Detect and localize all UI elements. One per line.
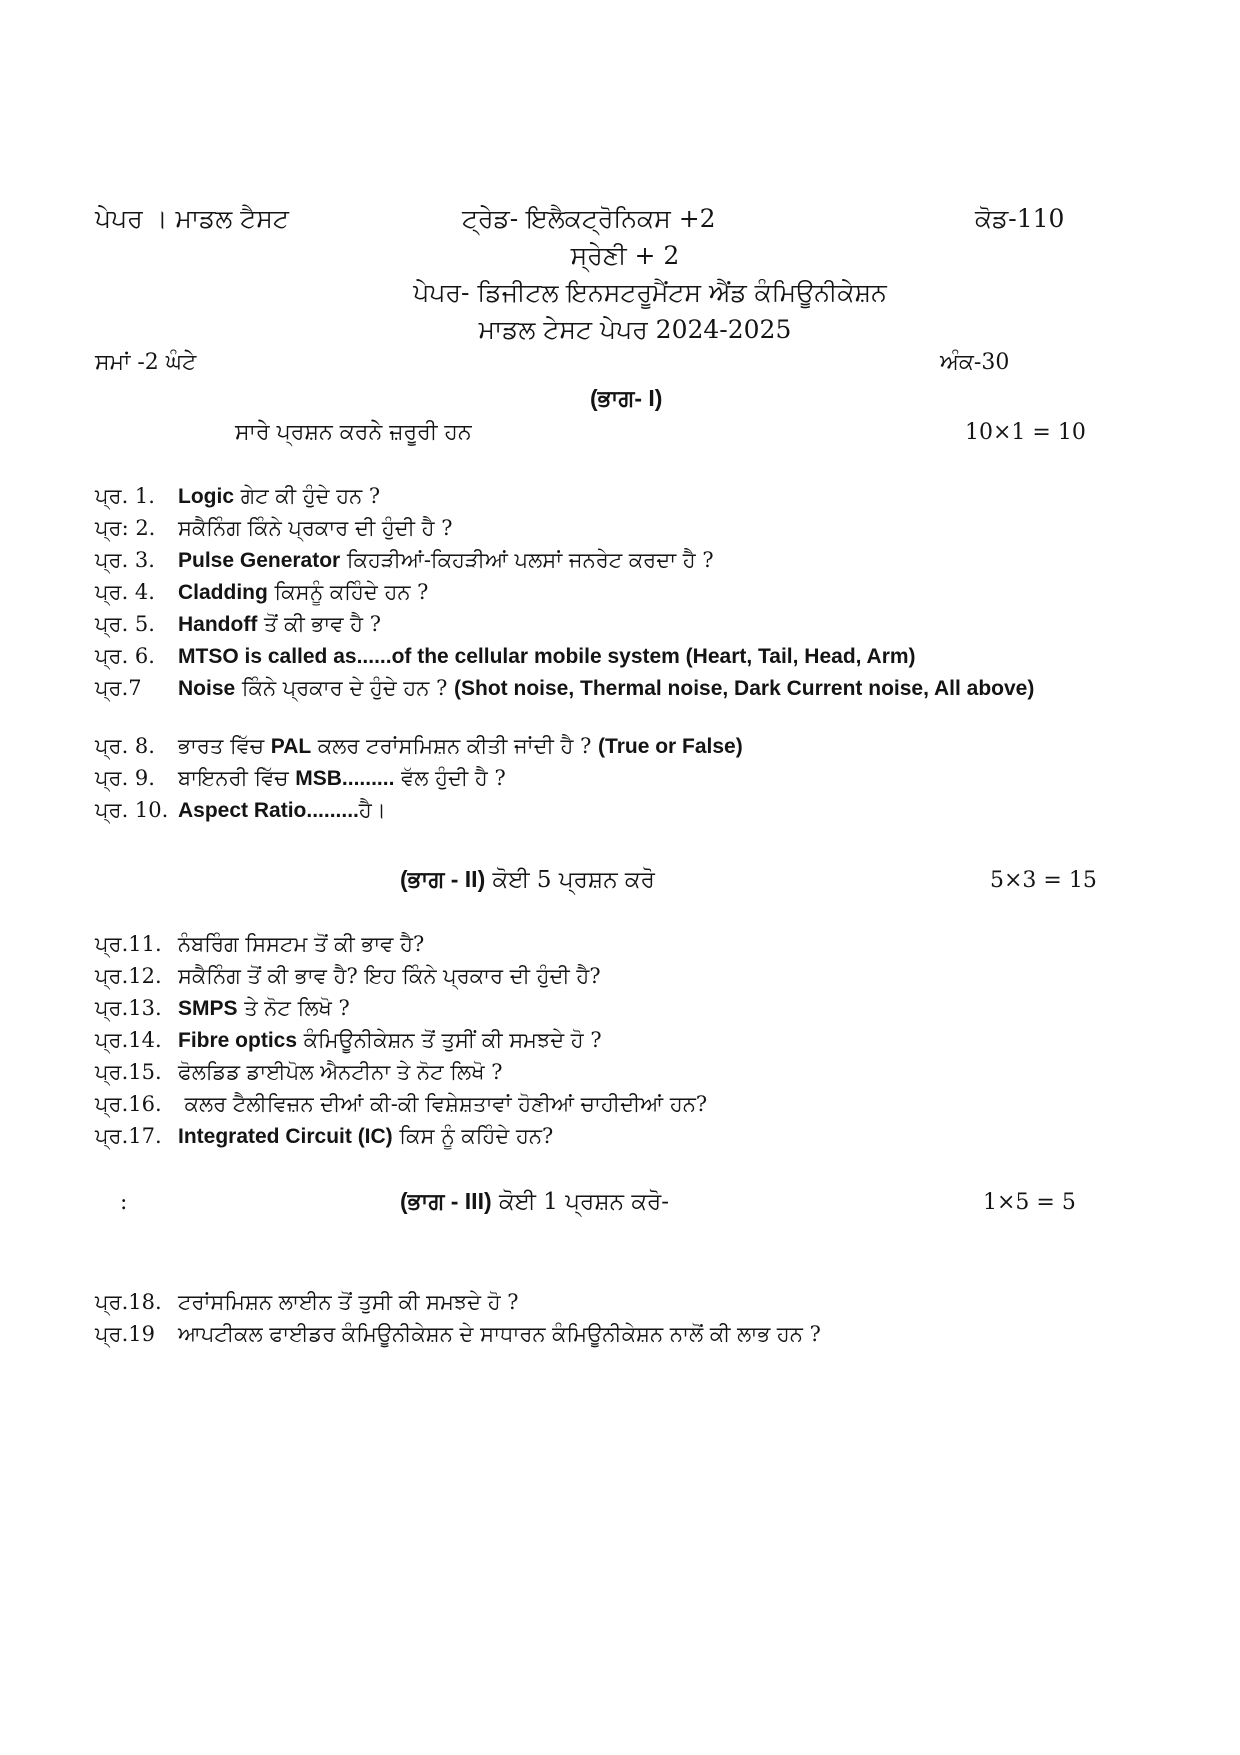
question-row [95, 484, 380, 509]
question-number: ਪ੍ਰ.13. [95, 996, 162, 1020]
question-text: ਤੇ ਨੋਟ ਲਿਖੋ ? [237, 996, 350, 1020]
question-row [95, 996, 350, 1021]
question-text: MSB......... [295, 767, 395, 790]
question-text: ਕਿਹੜੀਆਂ-ਕਿਹੜੀਆਂ ਪਲਸਾਂ ਜਨਰੇਟ ਕਰਦਾ ਹੈ ? [340, 548, 714, 572]
question-row [95, 1092, 707, 1117]
model-test-title: ਮਾਡਲ ਟੇਸਟ ਪੇਪਰ 2024-2025 [478, 315, 792, 344]
part2-scheme: 5×3 = 15 [990, 868, 1097, 893]
question-row [95, 612, 381, 637]
question-row [95, 766, 506, 791]
question-text: ਸਕੈਨਿੰਗ ਕਿੰਨੇ ਪ੍ਰਕਾਰ ਦੀ ਹੁੰਦੀ ਹੈ ? [178, 516, 453, 540]
part1-scheme: 10×1 = 10 [965, 420, 1086, 445]
question-text: PAL [270, 735, 312, 758]
question-number: ਪ੍ਰ.17. [95, 1124, 162, 1148]
question-text: Handoff [178, 613, 258, 636]
part2-title: (ਭਾਗ - II) [400, 866, 486, 892]
question-text: ਨੰਬਰਿੰਗ ਸਿਸਟਮ ਤੋਂ ਕੀ ਭਾਵ ਹੈ? [178, 932, 425, 956]
question-row [95, 1290, 519, 1315]
question-text: ਟਰਾਂਸਮਿਸ਼ਨ ਲਾਈਨ ਤੋਂ ਤੁਸੀ ਕੀ ਸਮਝਦੇ ਹੋ ? [178, 1290, 519, 1314]
question-number: ਪ੍ਰ. 6. [95, 644, 155, 668]
question-number: ਪ੍ਰ.7 [95, 676, 142, 700]
part3-instruction: ਕੋਈ 1 ਪ੍ਰਸ਼ਨ ਕਰੋ- [498, 1189, 670, 1215]
question-text: ਸਕੈਨਿੰਗ ਤੋਂ ਕੀ ਭਾਵ ਹੈ? ਇਹ ਕਿੰਨੇ ਪ੍ਰਕਾਰ ਦੀ ਹੁੰਦੀ ਹੈ? [178, 964, 601, 988]
question-text: ਗੇਟ ਕੀ ਹੁੰਦੇ ਹਨ ? [234, 484, 381, 508]
question-number: ਪ੍ਰ.15. [95, 1060, 162, 1084]
part3-colon: : [120, 1190, 128, 1215]
question-row [95, 516, 452, 541]
question-number: ਪ੍ਰ.16. [95, 1092, 162, 1116]
question-number: ਪ੍ਰ.14. [95, 1028, 162, 1052]
question-number: ਪ੍ਰ. 10. [95, 798, 169, 822]
question-text: Aspect Ratio......... [178, 799, 359, 822]
question-text: SMPS [178, 997, 238, 1020]
question-row [95, 676, 1034, 701]
question-row [95, 964, 601, 989]
question-text: ਫੋਲਡਿਡ ਡਾਈਪੋਲ ਐਨਟੀਨਾ ਤੇ ਨੋਟ ਲਿਖੋ ? [178, 1060, 503, 1084]
question-number: ਪ੍ਰ. 9. [95, 766, 155, 790]
part2-instruction: ਕੋਈ 5 ਪ੍ਰਸ਼ਨ ਕਰੋ [492, 867, 655, 893]
question-text: ਆਪਟੀਕਲ ਫਾਈਡਰ ਕੰਮਿਊਨੀਕੇਸ਼ਨ ਦੇ ਸਾਧਾਰਨ ਕੰਮਿਊਨੀਕੇਸ਼ਨ ਨਾਲੋਂ ਕੀ ਲਾਭ ਹਨ ? [178, 1322, 821, 1346]
trade-label: ਟ੍ਰੇਡ- ਇਲੈਕਟ੍ਰੋਨਿਕਸ +2 [462, 204, 716, 233]
part2-heading [400, 866, 655, 893]
question-text: (True or False) [598, 735, 743, 758]
subject-title: ਪੇਪਰ- ਡਿਜੀਟਲ ਇਨਸਟਰੂਮੈਂਟਸ ਐਂਡ ਕੰਮਿਊਨੀਕੇਸ਼ਨ [413, 278, 887, 307]
question-row [95, 1322, 821, 1347]
part3-heading [400, 1188, 669, 1215]
question-text: Logic [178, 485, 234, 508]
question-number: ਪ੍ਰ.19 [95, 1322, 155, 1346]
question-text: MTSO is called as......of the cellular mobile system (Heart, Tail, Head, Arm) [178, 645, 916, 668]
part1-title: (ਭਾਗ- I) [590, 385, 663, 411]
question-row [95, 548, 714, 573]
question-text: ਬਾਇਨਰੀ ਵਿੱਚ [178, 766, 296, 790]
question-number: ਪ੍ਰ. 3. [95, 548, 155, 572]
question-row [95, 798, 386, 823]
question-text: ਕੰਮਿਊਨੀਕੇਸ਼ਨ ਤੋਂ ਤੁਸੀਂ ਕੀ ਸਮਝਦੇ ਹੋ ? [297, 1028, 602, 1052]
question-text: Integrated Circuit (IC) [178, 1125, 393, 1148]
paper-label: ਪੇਪਰ । ਮਾਡਲ ਟੈਸਟ [95, 204, 289, 233]
question-number: ਪ੍ਰ. 8. [95, 734, 155, 758]
question-text: ਹੈ। [358, 798, 386, 822]
part1-instruction: ਸਾਰੇ ਪ੍ਰਸ਼ਨ ਕਰਨੇ ਜ਼ਰੂਰੀ ਹਨ [235, 420, 472, 445]
question-text: Noise [178, 677, 236, 700]
question-text: ਕਲਰ ਟੈਲੀਵਿਜ਼ਨ ਦੀਆਂ ਕੀ-ਕੀ ਵਿਸ਼ੇਸ਼ਤਾਵਾਂ ਹੋਣੀਆਂ ਚਾਹੀਦੀਆਂ ਹਨ? [178, 1092, 708, 1116]
question-text: Fibre optics [178, 1029, 298, 1052]
question-number: ਪ੍ਰ.12. [95, 964, 162, 988]
question-row [95, 1028, 602, 1053]
question-text: ਕਿਸ ਨੂੰ ਕਹਿੰਦੇ ਹਨ? [392, 1124, 554, 1148]
question-row [95, 734, 743, 759]
question-number: ਪ੍ਰ: 2. [95, 516, 156, 540]
question-text: ਵੱਲ ਹੁੰਦੀ ਹੈ ? [394, 766, 506, 790]
question-text: ਕਿਸਨੂੰ ਕਹਿੰਦੇ ਹਨ ? [267, 580, 429, 604]
question-row [95, 932, 424, 957]
question-text: (Shot noise, Thermal noise, Dark Current noise, All above) [454, 677, 1035, 700]
question-row [95, 1124, 553, 1149]
question-number: ਪ੍ਰ. 5. [95, 612, 155, 636]
part3-scheme: 1×5 = 5 [983, 1190, 1076, 1215]
question-text: ਕਿੰਨੇ ਪ੍ਰਕਾਰ ਦੇ ਹੁੰਦੇ ਹਨ ? [235, 676, 455, 700]
question-text: ਭਾਰਤ ਵਿੱਚ [178, 734, 271, 758]
part3-title: (ਭਾਗ - III) [400, 1188, 492, 1214]
question-row [95, 644, 916, 669]
question-row [95, 580, 428, 605]
class-label: ਸ੍ਰੇਣੀ + 2 [570, 241, 680, 270]
question-text: Pulse Generator [178, 549, 341, 572]
question-number: ਪ੍ਰ. 4. [95, 580, 155, 604]
question-text: ਤੋਂ ਕੀ ਭਾਵ ਹੈ ? [257, 612, 381, 636]
question-number: ਪ੍ਰ.11. [95, 932, 162, 956]
question-row [95, 1060, 503, 1085]
code-label: ਕੋਡ-110 [975, 204, 1065, 233]
question-number: ਪ੍ਰ. 1. [95, 484, 155, 508]
marks-label: ਅੰਕ-30 [940, 350, 1010, 375]
question-number: ਪ੍ਰ.18. [95, 1290, 162, 1314]
question-text: Cladding [178, 581, 268, 604]
question-text: ਕਲਰ ਟਰਾਂਸਮਿਸ਼ਨ ਕੀਤੀ ਜਾਂਦੀ ਹੈ ? [311, 734, 599, 758]
time-label: ਸਮਾਂ -2 ਘੰਟੇ [95, 350, 197, 375]
